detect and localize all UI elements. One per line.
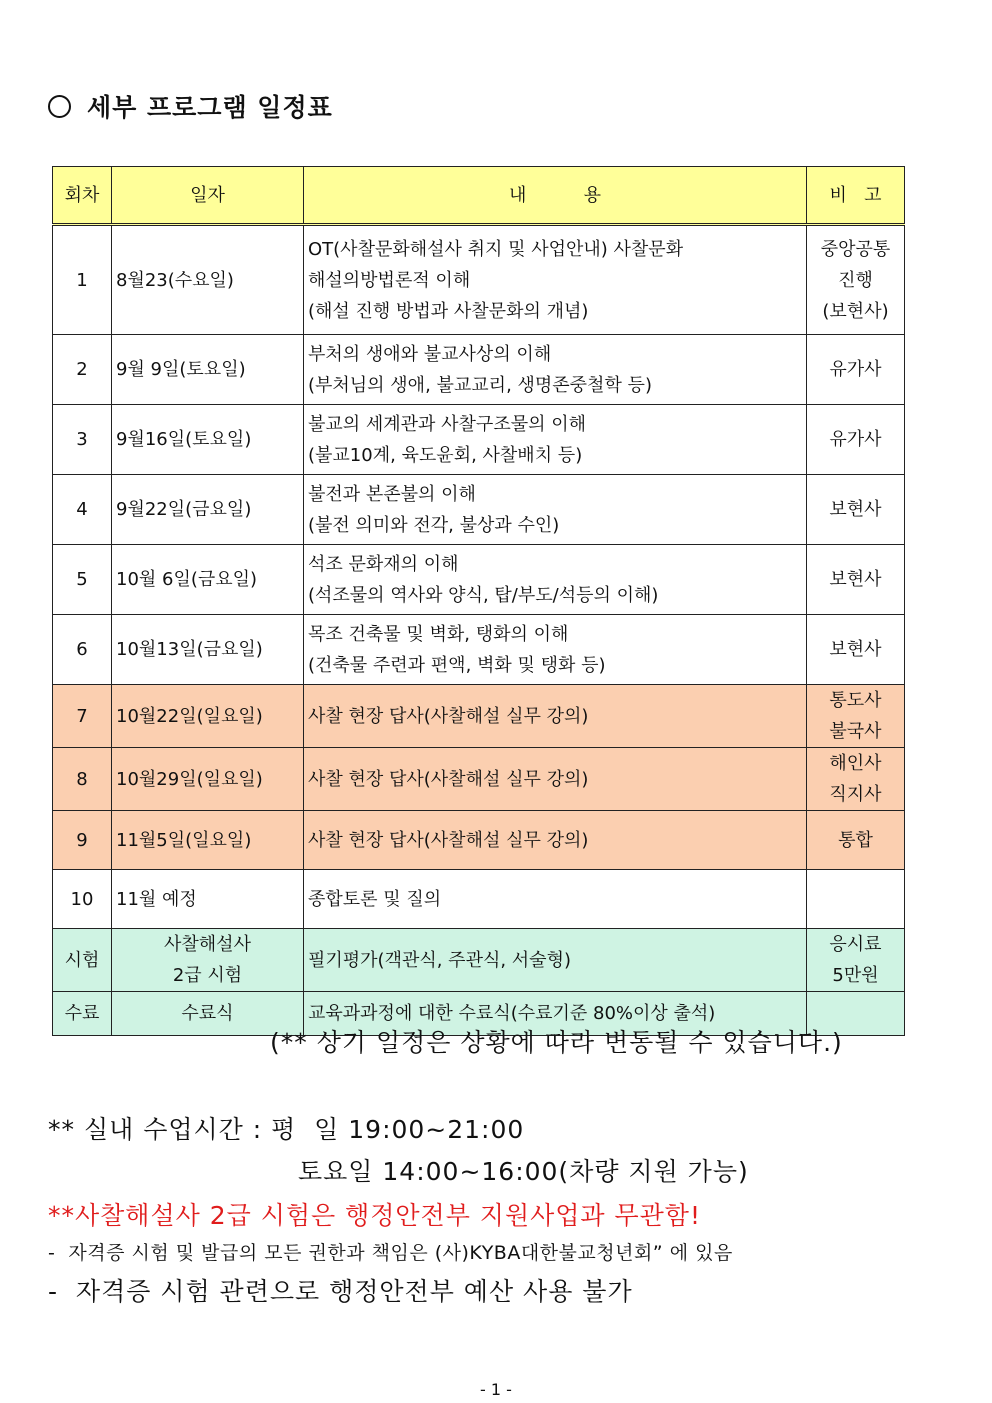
table-row — [53, 225, 905, 335]
table-row — [53, 929, 905, 992]
round-cell: 시험 — [53, 929, 112, 992]
remarks-cell-line: 응시료 — [829, 934, 882, 955]
remarks-cell-line: 보현사 — [829, 499, 882, 520]
table-row — [53, 811, 905, 870]
circle-bullet-icon — [48, 95, 71, 118]
content-cell — [304, 870, 807, 929]
content-cell — [304, 335, 807, 405]
table-row — [53, 405, 905, 475]
round-cell: 6 — [53, 615, 112, 685]
content-cell-line: 불교의 세계관과 사찰구조물의 이해 — [308, 413, 586, 435]
content-cell-line: 종합토론 및 질의 — [308, 888, 442, 910]
round-cell: 수료 — [53, 992, 112, 1036]
date-cell — [112, 929, 304, 992]
date-cell: 11월 예정 — [112, 870, 304, 929]
content-cell-line: 석조 문화재의 이해 — [308, 553, 459, 575]
remarks-cell — [807, 748, 905, 811]
table-row — [53, 748, 905, 811]
content-cell-line: (불교10계, 육도윤회, 사찰배치 등) — [308, 444, 583, 466]
remarks-cell-line: 진행 — [838, 269, 873, 291]
round-cell: 1 — [53, 225, 112, 335]
content-cell-line: (건축물 주련과 편액, 벽화 및 탱화 등) — [308, 654, 606, 676]
header-content: 내 용 — [304, 167, 807, 225]
table-row — [53, 335, 905, 405]
content-cell — [304, 811, 807, 870]
remarks-cell-line: 직지사 — [829, 784, 882, 805]
remarks-cell-line: 불국사 — [829, 721, 882, 742]
date-cell: 9월 9일(토요일) — [112, 335, 304, 405]
date-cell: 10월 6일(금요일) — [112, 545, 304, 615]
authority-note: - 자격증 시험 및 발급의 모든 권한과 책임은 (사)KYBA대한불교청년회” 에 있음 — [48, 1242, 733, 1264]
content-cell-line: 교육과과정에 대한 수료식(수료기준 80%이상 출석) — [308, 1003, 716, 1024]
content-cell — [304, 475, 807, 545]
content-cell-line: 사찰 현장 답사(사찰해설 실무 강의) — [308, 829, 589, 851]
round-cell: 8 — [53, 748, 112, 811]
content-cell — [304, 685, 807, 748]
exam-warning: **사찰해설사 2급 시험은 행정안전부 지원사업과 무관함! — [48, 1201, 701, 1230]
content-cell — [304, 929, 807, 992]
content-cell-line: OT(사찰문화해설사 취지 및 사업안내) 사찰문화 — [308, 238, 684, 260]
content-cell-line: (석조물의 역사와 양식, 탑/부도/석등의 이해) — [308, 584, 659, 606]
table-row — [53, 545, 905, 615]
remarks-cell-line: (보현사) — [822, 300, 889, 322]
content-cell-line: 불전과 본존불의 이해 — [308, 483, 476, 505]
remarks-cell-line: 중앙공통 — [820, 238, 891, 260]
remarks-cell — [807, 685, 905, 748]
date-cell-line: 사찰해설사 — [164, 934, 251, 955]
remarks-cell-line: 통합 — [838, 829, 873, 851]
content-cell-line: 필기평가(객관식, 주관식, 서술형) — [308, 949, 571, 971]
remarks-cell-line: 유가사 — [829, 359, 882, 380]
page-title — [48, 88, 333, 124]
table-row — [53, 475, 905, 545]
budget-note: - 자격증 시험 관련으로 행정안전부 예산 사용 불가 — [48, 1277, 633, 1306]
round-cell: 10 — [53, 870, 112, 929]
page-title-text: 세부 프로그램 일정표 — [87, 93, 333, 122]
date-cell: 8월23(수요일) — [112, 225, 304, 335]
remarks-cell — [807, 545, 905, 615]
date-cell: 10월22일(일요일) — [112, 685, 304, 748]
remarks-cell — [807, 225, 905, 335]
table-row — [53, 685, 905, 748]
round-cell: 5 — [53, 545, 112, 615]
round-cell: 3 — [53, 405, 112, 475]
date-cell: 10월13일(금요일) — [112, 615, 304, 685]
round-cell: 2 — [53, 335, 112, 405]
content-cell — [304, 748, 807, 811]
header-date: 일자 — [112, 167, 304, 225]
content-cell-line: (불전 의미와 전각, 불상과 수인) — [308, 514, 560, 536]
content-cell — [304, 225, 807, 335]
content-cell-line: (해설 진행 방법과 사찰문화의 개념) — [308, 300, 589, 322]
content-cell-line: 사찰 현장 답사(사찰해설 실무 강의) — [308, 768, 589, 790]
date-cell: 9월22일(금요일) — [112, 475, 304, 545]
date-cell-line: 수료식 — [181, 1003, 234, 1024]
schedule-change-note: (** 상기 일정은 상황에 따라 변동될 수 있습니다.) — [270, 1028, 843, 1057]
remarks-cell-line: 보현사 — [829, 569, 882, 590]
round-cell: 7 — [53, 685, 112, 748]
page-number: - 1 - — [480, 1380, 512, 1399]
content-cell — [304, 545, 807, 615]
remarks-cell — [807, 615, 905, 685]
content-cell — [304, 405, 807, 475]
date-cell-line: 2급 시험 — [172, 965, 243, 986]
date-cell: 11월5일(일요일) — [112, 811, 304, 870]
remarks-cell — [807, 405, 905, 475]
remarks-cell-line: 5만원 — [832, 965, 879, 986]
remarks-cell-line: 통도사 — [829, 690, 882, 711]
remarks-cell — [807, 870, 905, 929]
header-remarks: 비 고 — [807, 167, 905, 225]
remarks-cell — [807, 811, 905, 870]
table-row — [53, 615, 905, 685]
round-cell: 9 — [53, 811, 112, 870]
table-header-row — [53, 167, 905, 225]
remarks-cell — [807, 335, 905, 405]
content-cell-line: 부처의 생애와 불교사상의 이해 — [308, 343, 552, 365]
date-cell: 10월29일(일요일) — [112, 748, 304, 811]
class-hours-weekday: ** 실내 수업시간 : 평 일 19:00~21:00 — [48, 1115, 525, 1144]
schedule-table — [52, 166, 905, 1036]
class-hours-saturday: 토요일 14:00~16:00(차량 지원 가능) — [298, 1157, 749, 1186]
content-cell — [304, 615, 807, 685]
table-row — [53, 870, 905, 929]
content-cell-line: 해설의방법론적 이해 — [308, 269, 471, 291]
header-round: 회차 — [53, 167, 112, 225]
remarks-cell-line: 해인사 — [829, 753, 882, 774]
remarks-cell-line: 유가사 — [829, 429, 882, 450]
remarks-cell-line: 보현사 — [829, 639, 882, 660]
round-cell: 4 — [53, 475, 112, 545]
remarks-cell — [807, 929, 905, 992]
content-cell-line: 목조 건축물 및 벽화, 탱화의 이해 — [308, 623, 569, 645]
remarks-cell — [807, 475, 905, 545]
content-cell-line: (부처님의 생애, 불교교리, 생명존중철학 등) — [308, 374, 652, 396]
date-cell: 9월16일(토요일) — [112, 405, 304, 475]
content-cell-line: 사찰 현장 답사(사찰해설 실무 강의) — [308, 705, 589, 727]
